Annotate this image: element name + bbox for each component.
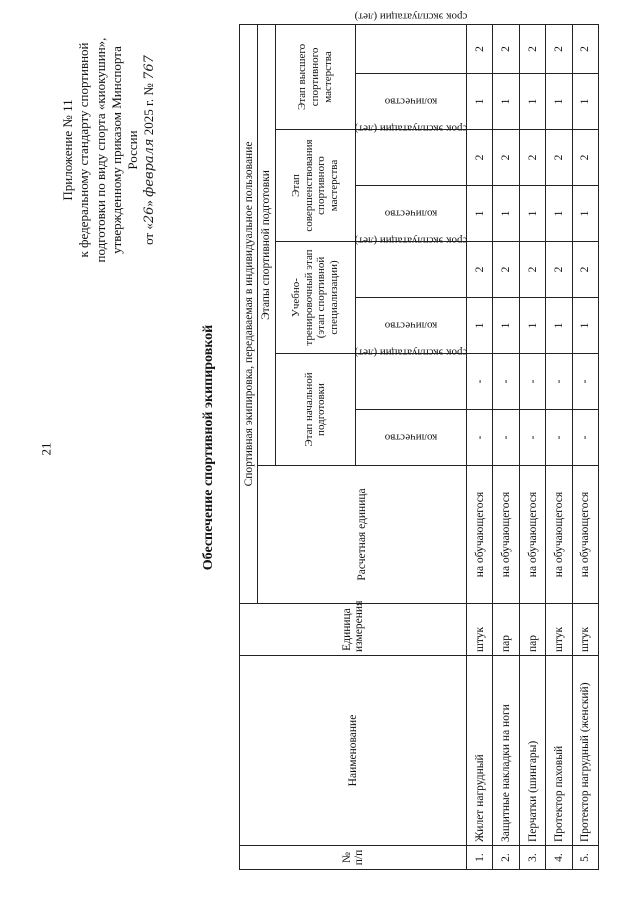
cell-impr-qty: 1	[572, 186, 598, 242]
cell-init-qty: -	[493, 410, 519, 466]
header-stage-initial: Этап начальной подготовки	[275, 354, 355, 466]
header-stage-improvement: Этап совершенствования спортивного мастерства	[275, 130, 355, 242]
header-stage-training: Учебно-тренировочный этап (этап спортивной специализации)	[275, 242, 355, 354]
header-name: Наименование	[240, 656, 467, 846]
header-term: срок эксплуатации (лет)	[355, 242, 466, 298]
cell-name: Перчатки (шингары)	[519, 656, 545, 846]
cell-calc: на обучающегося	[546, 466, 572, 604]
header-num: № п/п	[240, 846, 467, 870]
appendix-line: утвержденному приказом Минспорта	[108, 46, 124, 254]
cell-high-qty: 1	[546, 74, 572, 130]
appendix-date-line	[141, 30, 158, 270]
cell-impr-qty: 1	[493, 186, 519, 242]
cell-init-term: -	[493, 354, 519, 410]
cell-unit: штук	[546, 604, 572, 656]
header-unit: Единица измерения	[240, 604, 467, 656]
appendix-block	[60, 30, 159, 270]
cell-unit: штук	[572, 604, 598, 656]
cell-init-qty: -	[519, 410, 545, 466]
table-row	[493, 24, 519, 869]
date-mid: »	[141, 196, 157, 207]
cell-init-qty: -	[467, 410, 493, 466]
appendix-title: Приложение № 11	[60, 99, 75, 201]
cell-train-qty: 1	[572, 298, 598, 354]
cell-unit: пар	[493, 604, 519, 656]
cell-init-term: -	[519, 354, 545, 410]
cell-init-term: -	[572, 354, 598, 410]
cell-name: Протектор паховый	[546, 656, 572, 846]
appendix-line: России	[125, 130, 140, 170]
cell-unit: пар	[519, 604, 545, 656]
handwritten-day: 26	[142, 206, 158, 224]
cell-high-term: 2	[519, 24, 545, 73]
table-row	[572, 24, 598, 869]
header-qty: количество	[355, 410, 466, 466]
cell-num: 1.	[467, 846, 493, 870]
cell-init-term: -	[467, 354, 493, 410]
header-stage-higher: Этап высшего спортивного мастерства	[275, 24, 355, 129]
page-number: 21	[38, 442, 54, 456]
header-calc-unit: Расчетная единица	[258, 466, 467, 604]
cell-num: 2.	[493, 846, 519, 870]
cell-train-term: 2	[546, 242, 572, 298]
table-row	[519, 24, 545, 869]
cell-calc: на обучающегося	[493, 466, 519, 604]
table-row	[546, 24, 572, 869]
header-qty: количество	[355, 298, 466, 354]
cell-init-term: -	[546, 354, 572, 410]
handwritten-order-number: 767	[142, 55, 158, 80]
cell-num: 5.	[572, 846, 598, 870]
header-band: Спортивная экипировка, передаваемая в индивидуальное пользование	[240, 24, 258, 603]
cell-init-qty: -	[546, 410, 572, 466]
cell-init-qty: -	[572, 410, 598, 466]
cell-high-term: 2	[546, 24, 572, 73]
cell-high-term: 2	[467, 24, 493, 73]
cell-num: 3.	[519, 846, 545, 870]
cell-train-qty: 1	[493, 298, 519, 354]
cell-name: Защитные накладки на ноги	[493, 656, 519, 846]
cell-high-qty: 1	[519, 74, 545, 130]
header-term: срок эксплуатации (лет)	[355, 130, 466, 186]
cell-num: 4.	[546, 846, 572, 870]
cell-impr-term: 2	[546, 130, 572, 186]
header-qty: количество	[355, 74, 466, 130]
cell-train-term: 2	[467, 242, 493, 298]
cell-train-qty: 1	[519, 298, 545, 354]
cell-high-term: 2	[493, 24, 519, 73]
cell-high-qty: 1	[572, 74, 598, 130]
cell-calc: на обучающегося	[467, 466, 493, 604]
date-prefix: от «	[141, 223, 157, 245]
cell-name: Протектор нагрудный (женский)	[572, 656, 598, 846]
cell-impr-term: 2	[493, 130, 519, 186]
document-title: Обеспечение спортивной экипировкой	[201, 324, 216, 571]
cell-high-qty: 1	[493, 74, 519, 130]
cell-train-qty: 1	[546, 298, 572, 354]
cell-unit: штук	[467, 604, 493, 656]
header-stages-band: Этапы спортивной подготовки	[258, 24, 275, 465]
cell-high-qty: 1	[467, 74, 493, 130]
date-year: 2025 г. №	[141, 79, 157, 139]
cell-train-term: 2	[493, 242, 519, 298]
cell-name: Жилет нагрудный	[467, 656, 493, 846]
appendix-line: подготовки по виду спорта «киокушин»,	[92, 37, 108, 263]
cell-impr-term: 2	[467, 130, 493, 186]
table-row	[467, 24, 493, 869]
header-term: срок эксплуатации (лет)	[355, 354, 466, 410]
header-qty: количество	[355, 186, 466, 242]
cell-impr-term: 2	[572, 130, 598, 186]
cell-impr-term: 2	[519, 130, 545, 186]
cell-impr-qty: 1	[519, 186, 545, 242]
cell-train-qty: 1	[467, 298, 493, 354]
cell-calc: на обучающегося	[519, 466, 545, 604]
cell-high-term: 2	[572, 24, 598, 73]
cell-train-term: 2	[519, 242, 545, 298]
cell-impr-qty: 1	[467, 186, 493, 242]
handwritten-month: февраля	[142, 138, 158, 197]
equipment-table	[239, 10, 599, 870]
cell-impr-qty: 1	[546, 186, 572, 242]
appendix-line: к федеральному стандарту спортивной	[76, 42, 92, 258]
rotated-page-content	[20, 10, 620, 870]
cell-calc: на обучающегося	[572, 466, 598, 604]
cell-train-term: 2	[572, 242, 598, 298]
header-term: срок эксплуатации (лет)	[355, 24, 466, 73]
